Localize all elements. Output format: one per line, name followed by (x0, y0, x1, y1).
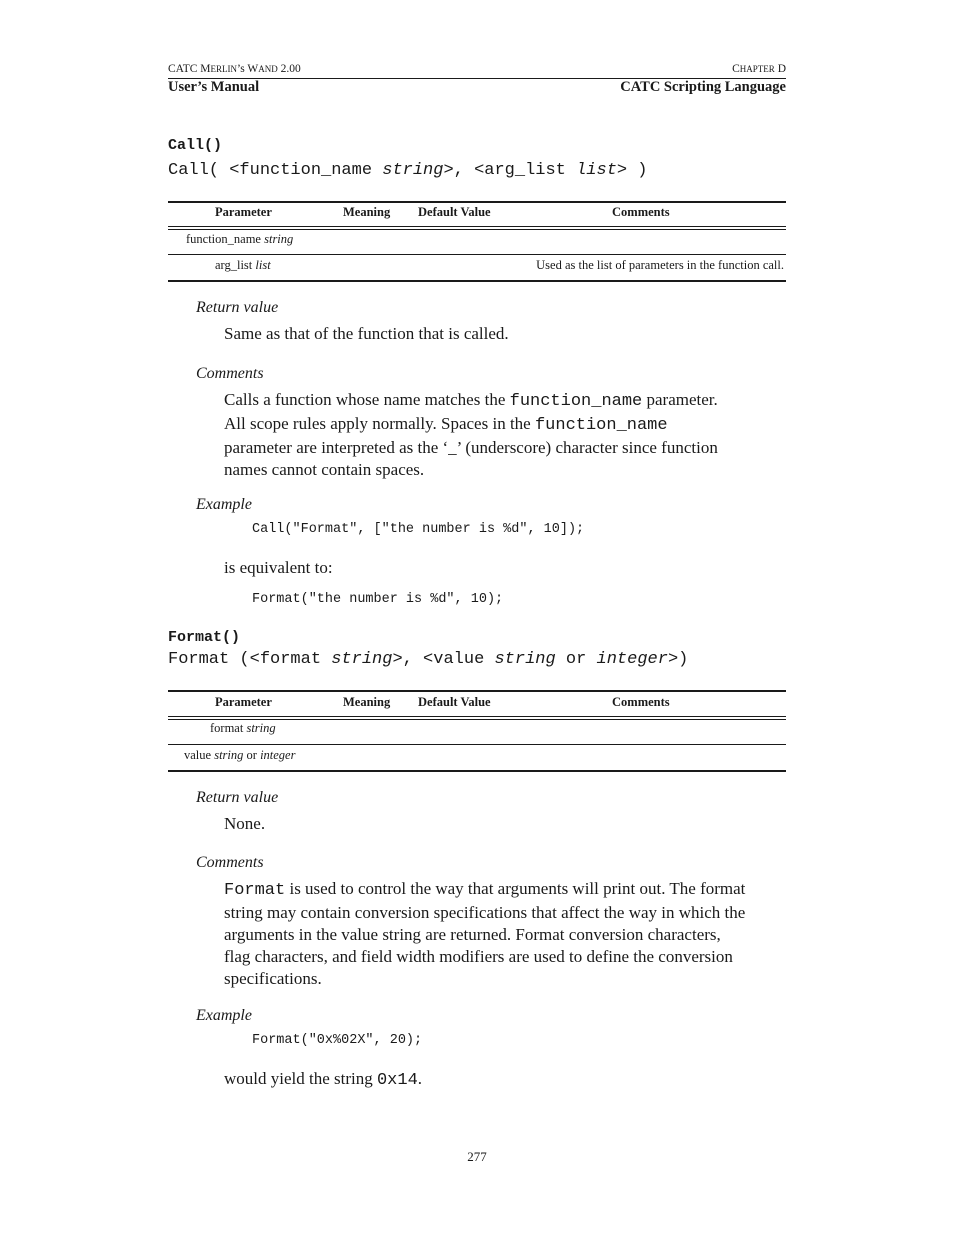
page-number: 277 (467, 1149, 487, 1164)
header-section: CATC Scripting Language (620, 79, 786, 95)
header-right-chapter: CHAPTER D (732, 63, 786, 75)
format-return-label: Return value (196, 789, 279, 806)
format-comments-label: Comments (196, 854, 264, 871)
call-return-label: Return value (196, 299, 279, 316)
table-row-rule (168, 254, 786, 255)
call-signature: Call( <function_name string>, <arg_list list> ) (168, 161, 648, 180)
table-row-comment: Used as the list of parameters in the function call. (536, 258, 784, 272)
table-top-rule (168, 690, 786, 692)
table-row-param: arg_list list (215, 258, 271, 272)
format-return-text: None. (224, 814, 266, 833)
format-example-label: Example (196, 1007, 252, 1024)
table-header-default: Default Value (418, 205, 491, 219)
table-header-rule (168, 226, 786, 227)
call-example-code: Call("Format", ["the number is %d", 10]); (252, 522, 585, 537)
call-comments-text: Calls a function whose name matches the function_name parameter. All scope rules apply normally. Spaces in the function_name parameter are interpreted as the ‘_’ (underscore) character since function names cannot contain spaces. (224, 390, 718, 479)
call-equiv-text: is equivalent to: (224, 558, 333, 577)
table-header-parameter: Parameter (215, 695, 272, 709)
table-header-comments: Comments (612, 205, 670, 219)
table-header-rule (168, 229, 786, 230)
call-return-text: Same as that of the function that is called. (224, 324, 509, 343)
table-row-param: format string (210, 721, 276, 735)
table-bottom-rule (168, 770, 786, 772)
format-comments-text: Format is used to control the way that arguments will print out. The format string may contain conversion specifications that affect the way in which the arguments in the value string are returned. Format conversion characters, flag characters, and field width modifiers are used to define the conversion specifications. (224, 879, 746, 988)
table-bottom-rule (168, 280, 786, 282)
table-row-rule (168, 744, 786, 745)
header-left-title: CATC MERLIN’s WAND 2.00 (168, 63, 301, 75)
table-header-rule (168, 719, 786, 720)
call-comments-label: Comments (196, 365, 264, 382)
table-header-rule (168, 716, 786, 717)
table-header-comments: Comments (612, 695, 670, 709)
call-example-label: Example (196, 496, 252, 513)
call-equiv-code: Format("the number is %d", 10); (252, 592, 504, 607)
table-row-param: function_name string (186, 232, 294, 246)
header-manual: User’s Manual (168, 79, 260, 95)
format-title: Format() (168, 629, 241, 646)
table-top-rule (168, 201, 786, 203)
format-signature: Format (<format string>, <value string or integer>) (168, 650, 689, 669)
call-title: Call() (168, 137, 223, 154)
table-header-parameter: Parameter (215, 205, 272, 219)
format-example-code: Format("0x%02X", 20); (252, 1033, 423, 1048)
table-header-meaning: Meaning (343, 205, 391, 219)
table-header-meaning: Meaning (343, 695, 391, 709)
format-yield-text: would yield the string 0x14. (224, 1069, 423, 1090)
table-header-default: Default Value (418, 695, 491, 709)
table-row-param: value string or integer (184, 748, 296, 762)
